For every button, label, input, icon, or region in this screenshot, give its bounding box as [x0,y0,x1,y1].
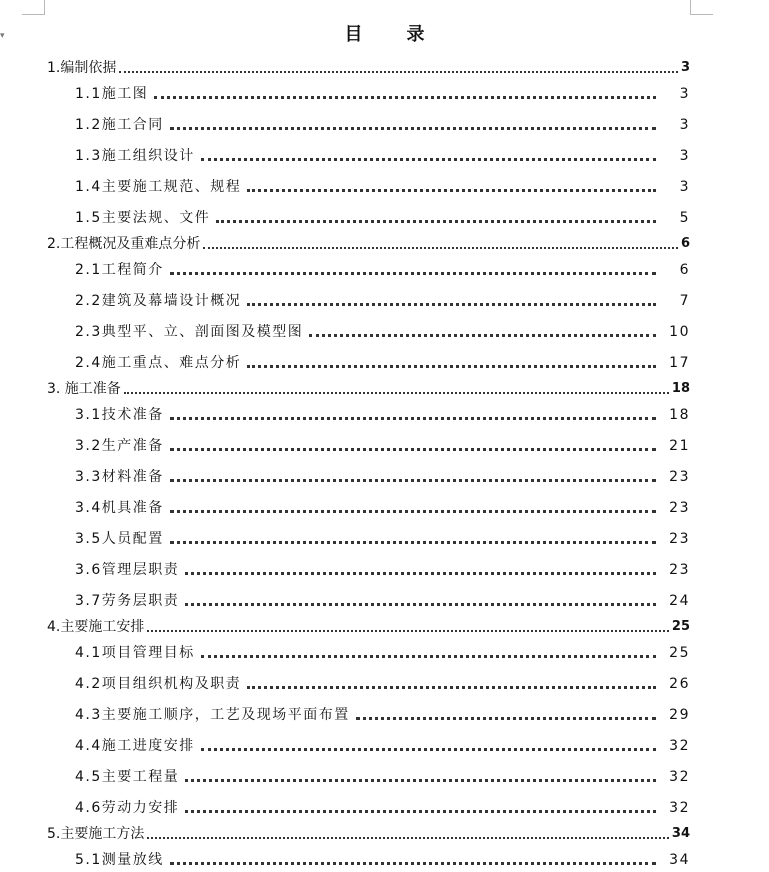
crop-mark-top-right [690,0,713,15]
toc-entry-section[interactable] [75,178,690,196]
toc-entry-label: 4.4施工进度安排 [75,738,195,754]
toc-dot-leader [201,158,656,161]
toc-dot-leader [247,365,656,368]
toc-page-number: 34 [669,852,690,868]
toc-page-number: 6 [679,262,690,278]
toc-entry-label: 4.3主要施工顺序，工艺及现场平面布置 [75,707,350,723]
toc-entry-chapter[interactable] [47,618,690,636]
toc-entry-section[interactable] [75,147,690,165]
toc-entry-section[interactable] [75,592,690,610]
toc-entry-section[interactable] [75,644,690,662]
toc-entry-label: 3.3材料准备 [75,469,164,485]
toc-entry-label: 4.5主要工程量 [75,769,180,785]
toc-entry-label: 2.2建筑及幕墙设计概况 [75,293,242,309]
toc-entry-section[interactable] [75,261,690,279]
toc-page-number: 18 [669,407,690,423]
toc-page-number: 3 [680,60,690,75]
toc-dot-leader [216,220,656,223]
toc-entry-label: 3. 施工准备 [47,381,121,397]
toc-entry-label: 3.4机具准备 [75,500,164,516]
toc-dot-leader [147,630,669,632]
toc-entry-section[interactable] [75,85,690,103]
toc-page-number: 3 [679,179,690,195]
toc-dot-leader [147,837,669,839]
toc-entry-label: 4.1项目管理目标 [75,645,195,661]
toc-page-number: 26 [669,676,690,692]
toc-page-number: 18 [671,381,690,396]
toc-entry-section[interactable] [75,561,690,579]
toc-page-number: 34 [671,826,690,841]
toc-entry-label: 5.主要施工方法 [47,826,145,842]
toc-entry-section[interactable] [75,768,690,786]
toc-entry-section[interactable] [75,499,690,517]
toc-entry-label: 1.编制依据 [47,60,117,76]
toc-dot-leader [247,303,656,306]
toc-entry-label: 2.1工程简介 [75,262,164,278]
toc-dot-leader [170,127,656,130]
toc-dot-leader [356,717,656,720]
toc-dot-leader [247,686,656,689]
toc-entry-label: 3.7劳务层职责 [75,593,180,609]
toc-entry-section[interactable] [75,209,690,227]
toc-dot-leader [201,748,656,751]
toc-dot-leader [170,479,656,482]
toc-page-number: 3 [679,148,690,164]
toc-page-number: 10 [669,324,690,340]
toc-dot-leader [201,655,656,658]
toc-dot-leader [124,392,669,394]
toc-entry-section[interactable] [75,530,690,548]
toc-entry-chapter[interactable] [47,59,690,77]
toc-dot-leader [247,189,656,192]
toc-entry-section[interactable] [75,706,690,724]
toc-entry-section[interactable] [75,851,690,869]
toc-entry-chapter[interactable] [47,235,690,253]
toc-entry-section[interactable] [75,737,690,755]
toc-page-number: 32 [669,769,690,785]
toc-dot-leader [203,247,678,249]
toc-entry-label: 3.2生产准备 [75,438,164,454]
toc-dot-leader [170,862,656,865]
toc-page-number: 23 [669,469,690,485]
toc-entry-label: 3.1技术准备 [75,407,164,423]
toc-entry-section[interactable] [75,468,690,486]
toc-entry-label: 1.2施工合同 [75,117,164,133]
toc-entry-label: 3.6管理层职责 [75,562,180,578]
toc-dot-leader [170,448,656,451]
toc-page-number: 29 [669,707,690,723]
toc-dot-leader [170,541,656,544]
toc-entry-label: 4.6劳动力安排 [75,800,180,816]
toc-entry-section[interactable] [75,799,690,817]
toc-page-number: 25 [671,619,690,634]
toc-page-number: 21 [669,438,690,454]
toc-entry-section[interactable] [75,675,690,693]
toc-page-number: 23 [669,531,690,547]
toc-entry-section[interactable] [75,292,690,310]
toc-dot-leader [170,510,656,513]
toc-page-number: 6 [680,236,690,251]
toc-entry-label: 3.5人员配置 [75,531,164,547]
toc-page-number: 23 [669,500,690,516]
toc-page-number: 3 [679,86,690,102]
toc-page-number: 17 [669,355,690,371]
toc-dot-leader [185,810,656,813]
toc-entry-chapter[interactable] [47,825,690,843]
toc-entry-section[interactable] [75,116,690,134]
toc-page-number: 32 [669,800,690,816]
toc-entry-label: 5.1测量放线 [75,852,164,868]
toc-dot-leader [170,417,656,420]
toc-page-number: 7 [679,293,690,309]
toc-entry-section[interactable] [75,406,690,424]
toc-page-number: 3 [679,117,690,133]
toc-entry-label: 4.主要施工安排 [47,619,145,635]
crop-mark-top-left [22,0,45,15]
page-title: 目录 [344,24,469,45]
toc-entry-section[interactable] [75,354,690,372]
toc-entry-section[interactable] [75,323,690,341]
toc-dot-leader [119,71,678,73]
toc-page-number: 32 [669,738,690,754]
toc-entry-label: 1.5主要法规、文件 [75,210,211,226]
toc-page-number: 25 [669,645,690,661]
page-marker-arrow: ▾ [0,31,5,41]
toc-dot-leader [170,272,656,275]
toc-page-number: 5 [679,210,690,226]
toc-dot-leader [185,572,656,575]
toc-entry-label: 1.4主要施工规范、规程 [75,179,242,195]
toc-entry-label: 1.3施工组织设计 [75,148,195,164]
toc-dot-leader [154,96,656,99]
toc-entry-section[interactable] [75,437,690,455]
toc-dot-leader [309,334,656,337]
toc-page-number: 23 [669,562,690,578]
toc-dot-leader [185,779,656,782]
toc-entry-label: 2.3典型平、立、剖面图及模型图 [75,324,304,340]
toc-entry-label: 2.工程概况及重难点分析 [47,236,201,252]
toc-page-number: 24 [669,593,690,609]
toc-entry-label: 1.1施工图 [75,86,149,102]
toc-entry-chapter[interactable] [47,380,690,398]
toc-entry-label: 2.4施工重点、难点分析 [75,355,242,371]
toc-dot-leader [185,603,656,606]
toc-entry-label: 4.2项目组织机构及职责 [75,676,242,692]
